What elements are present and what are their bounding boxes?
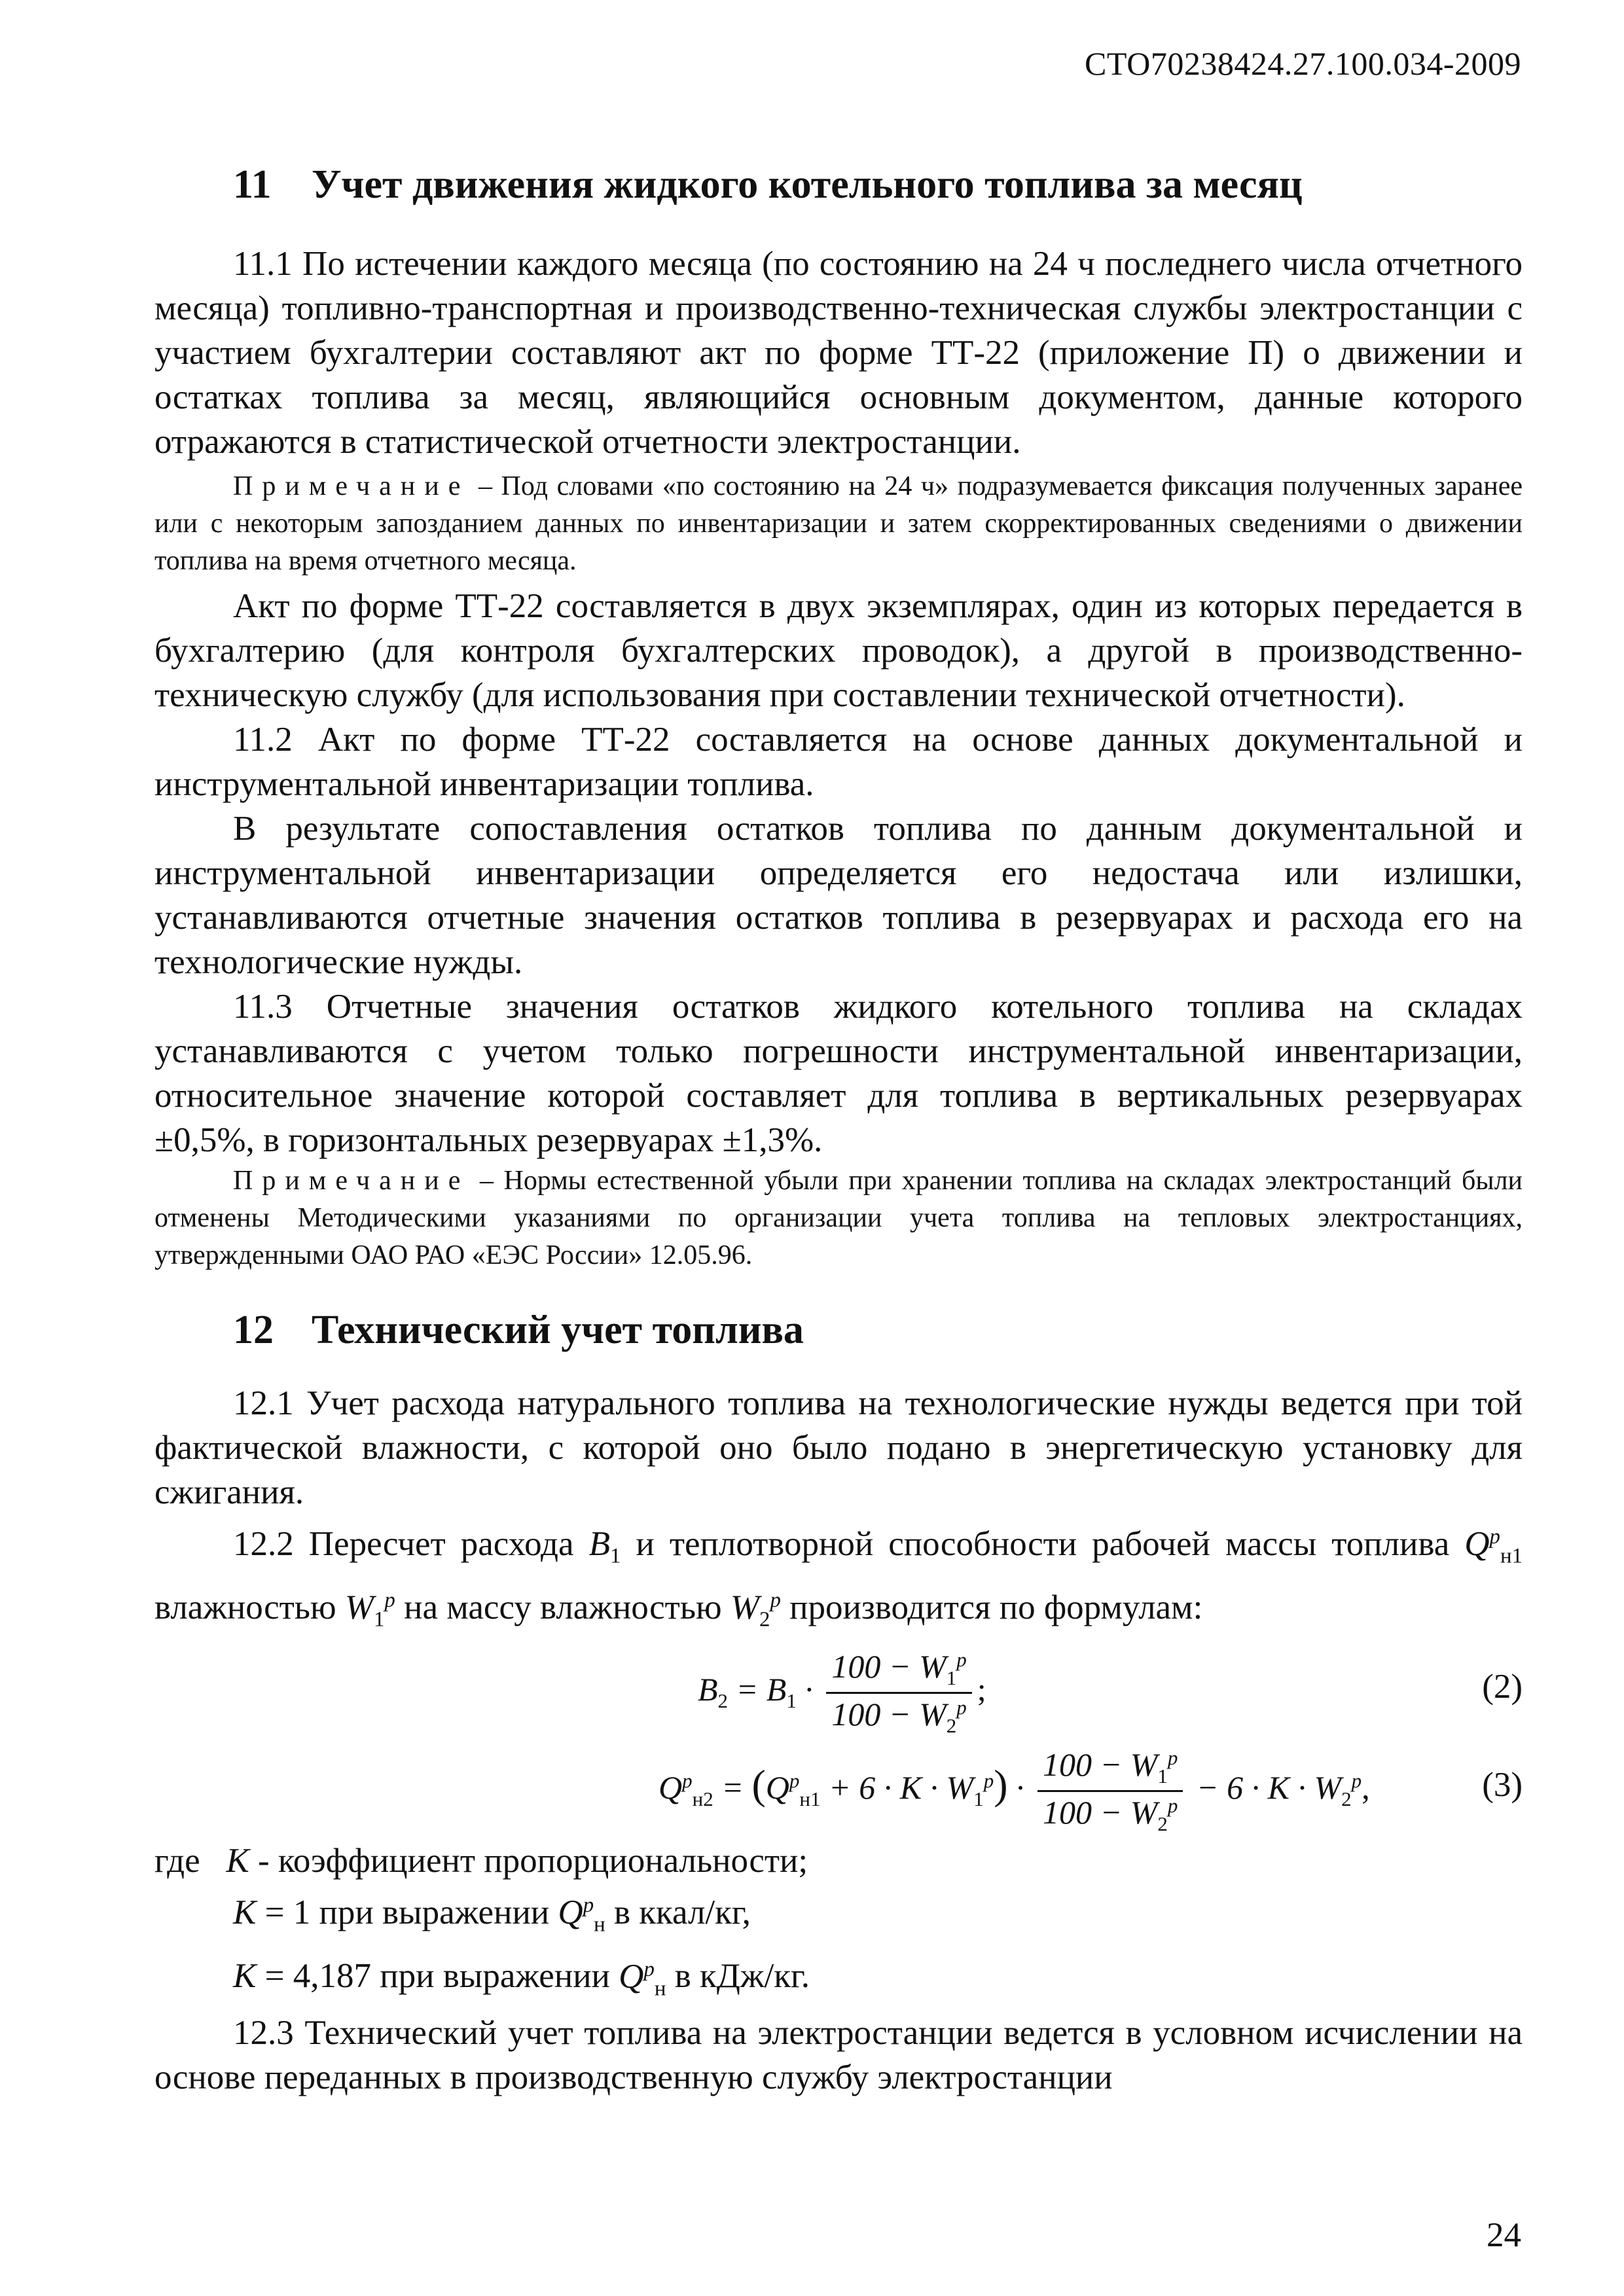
paragraph-11-2: 11.2 Акт по форме ТТ-22 составляется на основе данных документальной и инструментальной инвентаризации топлива. (154, 721, 1523, 804)
fraction: $\frac{100 - W_1^p}{100 - W_2^p}$ (1038, 1747, 1183, 1835)
text-run: производится по формулам: (780, 1588, 1203, 1627)
formula-3-expression: $Q^p_{н2} = (Q^p_{н1} + 6 \cdot K \cdot W_1^p)$ · $\frac{100 - W_1^p}{100 - W_2^p}$ − $6 \cdot K \cdot W_2^p$, (659, 1746, 1370, 1835)
symbol-w2: $W_2^p$ (730, 1588, 781, 1632)
paragraph-comparison: В результате сопоставления остатков топлива по данным документальной и инструментальной инвентаризации определяется его недостача или излишки, устанавливаются отчетные значения остатков топлива в резервуарах и расхода его на технологические нужды. (154, 810, 1523, 982)
where-block (154, 1839, 1523, 2011)
formula-3 (154, 1740, 1523, 1839)
text-run: - коэффициент пропорциональности; (249, 1841, 808, 1880)
section-number: 12 (233, 1308, 274, 1353)
equation-number: (3) (1482, 1765, 1523, 1804)
page-number: 24 (1487, 2216, 1521, 2254)
paragraph-11-1: 11.1 По истечении каждого месяца (по состоянию на 24 ч последнего числа отчетного месяца) топливно-транспортная и производственно-техническая службы электростанции с участием бухгалтерии составляют акт по форме ТТ-22 (приложение П) о движении и остатках топлива за месяц, являющийся основным документом, данные которого отражаются в статистической отчетности электростанции. (154, 245, 1523, 461)
text-run: и теплотворной способности рабочей массы топлива (621, 1524, 1465, 1563)
paragraph-12-2 (154, 1515, 1523, 1642)
section-11-heading (154, 160, 1523, 209)
text-run: в кДж/кг. (666, 1957, 810, 1996)
fraction: $\frac{100 - W_1^p}{100 - W_2^p}$ (826, 1649, 971, 1737)
symbol-w1: $W_1^p$ (344, 1588, 395, 1632)
note-text: – Нормы естественной убыли при хранении топлива на складах электростанций были отменены Методическими указаниями по организации учета топлива на тепловых электростанциях, утвержденными ОАО РАО «ЕЭС России» 12.05.96. (154, 1166, 1523, 1271)
paragraph-12-3: 12.3 Технический учет топлива на электростанции ведется в условном исчислении на основе переданных в производственную службу электростанции (154, 2014, 1523, 2097)
section-title: Технический учет топлива (312, 1308, 804, 1353)
text-run: = 4,187 при выражении (256, 1957, 619, 1996)
where-label: где (154, 1841, 200, 1880)
text-run: = 1 при выражении (256, 1893, 558, 1931)
text-run: влажностью (154, 1588, 345, 1627)
text-run: на массу влажностью (395, 1588, 731, 1627)
paragraph-11-3: 11.3 Отчетные значения остатков жидкого котельного топлива на складах устанавливаются с учетом только погрешности инструментальной инвентаризации, относительное значение которой составляет для топлива в вертикальных резервуарах ±0,5%, в горизонтальных резервуарах ±1,3%. (154, 988, 1523, 1160)
note-text: – Под словами «по состоянию на 24 ч» подразумевается фиксация полученных заранее или с некоторым запозданием данных по инвентаризации и затем скорректированных сведениями о движении топлива на время отчетного месяца. (154, 471, 1523, 577)
note-label: Примечание (233, 471, 470, 502)
note-2 (154, 1162, 1523, 1274)
document-code: СТО70238424.27.100.034-2009 (1085, 45, 1521, 82)
section-title: Учет движения жидкого котельного топлива за месяц (312, 162, 1303, 207)
where-line-1: где K - коэффициент пропорциональности; (154, 1841, 808, 1880)
note-label: Примечание (233, 1166, 470, 1196)
formula-2 (154, 1642, 1523, 1740)
symbol-q-n1: $Q^p_{н1}$ (1464, 1524, 1523, 1568)
where-line-2: K = 1 при выражении $Q^p_н$ в ккал/кг, (233, 1893, 751, 1937)
page-body (154, 39, 1523, 2100)
paragraph-act-copies: Акт по форме ТТ-22 составляется в двух экземплярах, один из которых передается в бухгалтерию (для контроля бухгалтерских проводок), а другой в производственно-техническую службу (для использования при составлении технической отчетности). (154, 587, 1523, 715)
formula-2-expression: $B_2 = B_1$ · $\frac{100 - W_1^p}{100 - W_2^p}$ ; (698, 1647, 986, 1737)
text-run: в ккал/кг, (605, 1893, 751, 1931)
section-number: 11 (233, 162, 272, 207)
equation-number: (2) (1482, 1667, 1523, 1706)
paragraph-12-1: 12.1 Учет расхода натурального топлива на технологические нужды ведется при той фактической влажности, с которой оно было подано в энергетическую установку для сжигания. (154, 1384, 1523, 1511)
section-12-heading (154, 1306, 1523, 1354)
where-line-3: K = 4,187 при выражении $Q^p_н$ в кДж/кг. (233, 1957, 810, 2001)
text-run: 12.2 Пересчет расхода (233, 1524, 589, 1563)
symbol-b1: $B_1$ (588, 1524, 621, 1568)
note-1 (154, 468, 1523, 580)
